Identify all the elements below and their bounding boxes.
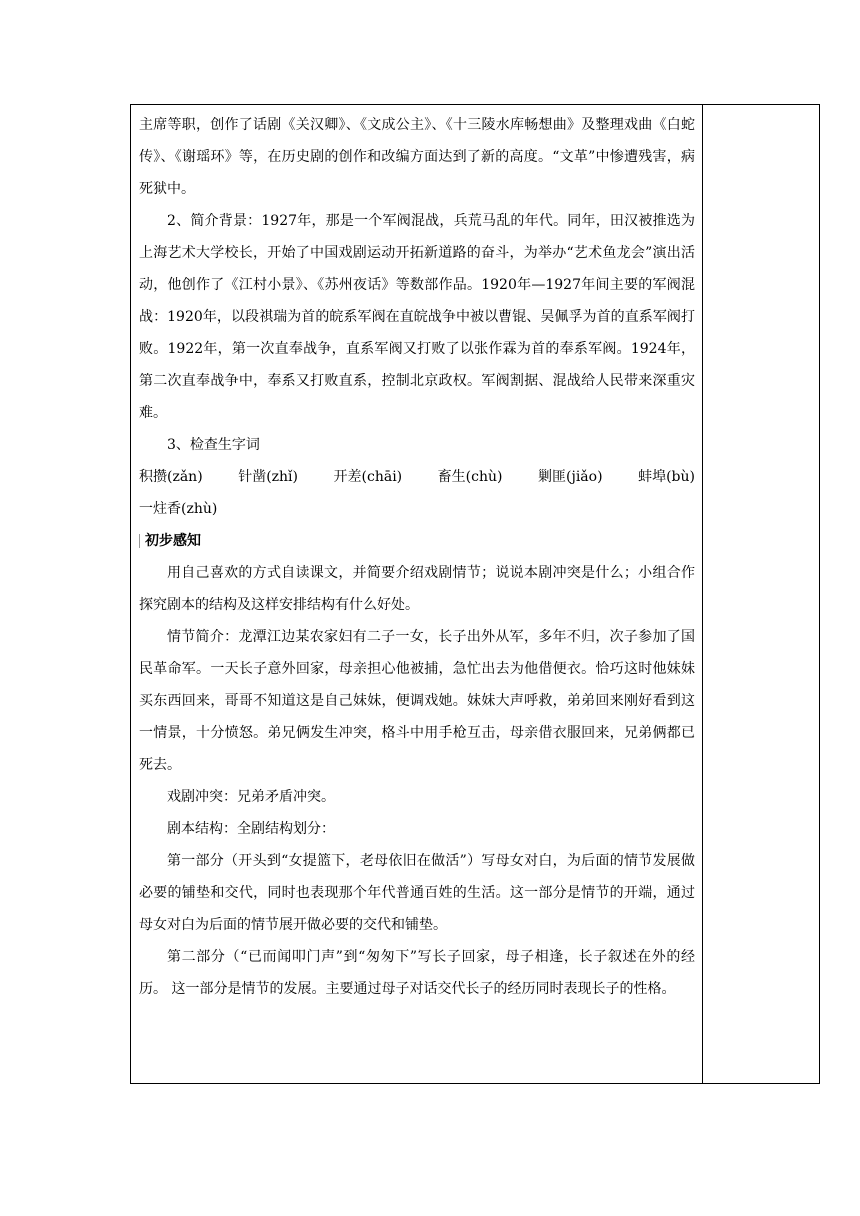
plot-summary-paragraph: 情节简介：龙潭江边某农家妇有二子一女，长子出外从军，多年不归，次子参加了国民革命军。一天长子意外回家，母亲担心他被捕，急忙出去为他借便衣。恰巧这时他妹妹买东西回来，哥哥不知道这是自己妹妹，便调戏她。妹妹大声呼救，弟弟回来刚好看到这一情景，十分愤怒。弟兄俩发生冲突，格斗中用手枪互击，母亲借衣服回来，兄弟俩都已死去。 <box>139 629 695 773</box>
part-one-paragraph: 第一部分（开头到“女提篮下，老母依旧在做活”）写母女对白，为后面的情节发展做必要的铺垫和交代，同时也表现那个年代普通百姓的生活。这一部分是情节的开端，通过母女对白为后面的情节展开做必要的交代和铺垫。 <box>139 853 695 933</box>
author-paragraph: 主席等职，创作了话剧《关汉卿》、《文成公主》、《十三陵水库畅想曲》及整理戏曲《白蛇传》、《谢瑶环》等，在历史剧的创作和改编方面达到了新的高度。“文革”中惨遭残害，病死狱中。 <box>139 117 695 197</box>
conflict-paragraph: 戏剧冲突：兄弟矛盾冲突。 <box>167 789 335 805</box>
vocab-word: 开差(chāi) <box>333 469 403 485</box>
vocab-word: 一炷香(zhù) <box>139 501 218 517</box>
vocab-word: 畜生(chù) <box>437 469 503 485</box>
content-cell <box>139 109 695 1005</box>
vocab-list <box>139 461 695 493</box>
section-heading-text: 初步感知 <box>145 533 201 549</box>
part-two-paragraph: 第二部分（“已而闻叩门声”到“匆匆下”写长子回家，母子相逢，长子叙述在外的经历。 这一部分是情节的发展。主要通过母子对话交代长子的经历同时表现长子的性格。 <box>139 949 695 997</box>
section-heading <box>139 525 695 557</box>
vocab-word: 针凿(zhǐ) <box>238 469 298 485</box>
notes-cell <box>703 105 819 1083</box>
vocab-word: 蚌埠(bù) <box>638 469 695 485</box>
lesson-table <box>130 104 820 1084</box>
heading-marker <box>139 534 140 548</box>
vocab-word: 积攒(zǎn) <box>139 469 203 485</box>
structure-paragraph: 剧本结构：全剧结构划分： <box>167 821 335 837</box>
background-paragraph: 2、简介背景：1927年，那是一个军阀混战，兵荒马乱的年代。同年，田汉被推选为上海艺术大学校长，开始了中国戏剧运动开拓新道路的奋斗，为举办“艺术鱼龙会”演出活动，他创作了《江村小景》、《苏州夜话》等数部作品。1920年—1927年间主要的军阀混战：1920年，以段祺瑞为首的皖系军阀在直皖战争中被以曹锟、吴佩孚为首的直系军阀打败。1922年，第一次直奉战争，直系军阀又打败了以张作霖为首的奉系军阀。1924年，第二次直奉战争中，奉系又打败直系，控制北京政权。军阀割据、混战给人民带来深重灾难。 <box>139 213 695 421</box>
vocab-word: 剿匪(jiǎo) <box>538 469 603 485</box>
task-paragraph: 用自己喜欢的方式自读课文，并简要介绍戏剧情节；说说本剧冲突是什么；小组合作探究剧本的结构及这样安排结构有什么好处。 <box>139 565 695 613</box>
vocab-heading: 3、检查生字词 <box>167 437 260 453</box>
